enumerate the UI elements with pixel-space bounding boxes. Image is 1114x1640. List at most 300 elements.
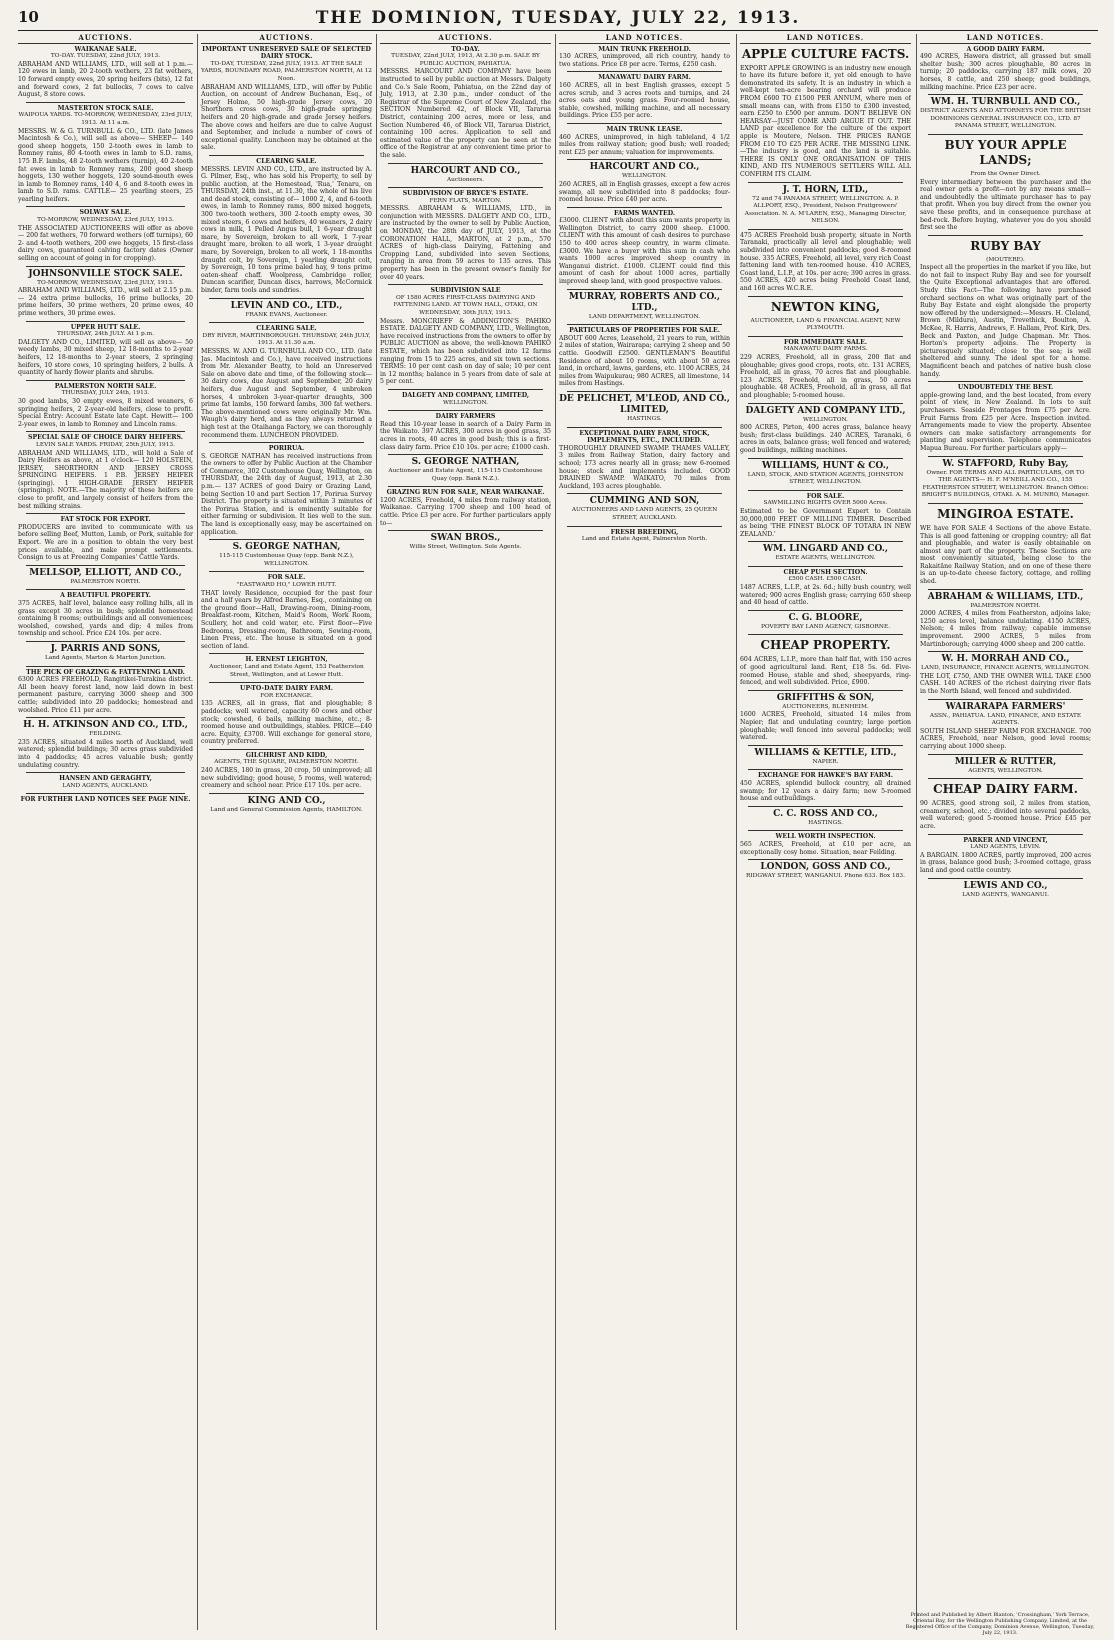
ad-title: SPECIAL SALE OF CHOICE DAIRY HEIFERS.: [28, 434, 183, 442]
advertisement: [201, 325, 372, 439]
divider: [209, 571, 364, 572]
ad-subtitle: THURSDAY, JULY 24th, 1913.: [61, 390, 150, 397]
column-header: AUCTIONS.: [380, 34, 551, 44]
ad-title: EXCHANGE FOR HAWKE'S BAY FARM.: [757, 772, 894, 780]
divider: [26, 206, 185, 207]
ad-title: PALMERSTON NORTH SALE.: [54, 382, 157, 390]
ad-title: MURRAY, ROBERTS AND CO., LTD.,: [568, 291, 721, 313]
advertisement: [380, 457, 551, 483]
advertisement: [380, 190, 551, 281]
ad-title: APPLE CULTURE FACTS.: [741, 46, 910, 61]
ad-body: 460 ACRES, unimproved, in high tableland, 4 1/2 miles from railway station; good bush; well roaded; rent £25 per annum; valuation for improvements.: [559, 133, 730, 156]
ad-title: W. H. MORRAH AND CO.,: [941, 654, 1070, 665]
divider: [748, 336, 903, 337]
advertisement: [559, 496, 730, 522]
divider: [748, 610, 903, 611]
divider: [928, 503, 1083, 504]
advertisement: [920, 507, 1091, 586]
ad-body: THAT lovely Residence, occupied for the past four and a half years by Alfred Barnes, Esq., containing on the ground floor—Hall, Drawing-room, Dining-room, Breakfast-room, Kitchen, Maid's Room, Work Room, Scullery, hot and cold water, etc. First floor—Five Bedrooms, Dressing-room, Bathroom, Sewing-room, Linen Press, etc. The house is situated on a good section of land.: [201, 589, 372, 650]
ad-body: 240 ACRES, 180 in grass, 20 crop, 50 unimproved; all new subdividing; good house, 5 rooms, well watered; creamery and school near. Price £17 10s. per acre.: [201, 767, 372, 790]
ad-title: C. C. ROSS AND CO.,: [773, 808, 878, 819]
ad-title: PORIRUA.: [268, 445, 305, 453]
divider: [388, 187, 543, 188]
advertisement: [380, 166, 551, 185]
ad-body: MESSRS. W. AND G. TURNBULL AND CO., LTD. (late Jas. Macintosh and Co.), have received instructions from Mr. Alexander Beatty, to hold an Unreserved Sale on above date and time, of the following stock— 30 dairy cows, due August and September, 20 dairy heifers, due August and September, 4 unbroken horses, 4 unbroken 3-year-quarter draughts, 300 prime fat lambs, 150 forward lambs, 300 fat wethers. The above-mentioned cows were originally Mr. Wm. Waugh's dairy herd, and as they always returned a high test at the Otaihanga Factory, we can thoroughly recommend them. LUNCHEON PROVIDED.: [201, 347, 372, 439]
advertisement: [740, 406, 911, 455]
ad-body: ABRAHAM AND WILLIAMS, LTD., will sell at 1 p.m.— 120 ewes in lamb, 20 2-tooth wethers, 23 fat wethers, 10 forward empty ewes, 20 spring heifers (bits), 12 fat and forward cows, 2 fat bullocks, 7 cows to calve August, 8 store cows.: [18, 60, 193, 99]
ad-title: FRESH BREEDING,: [610, 528, 679, 536]
ad-title: WAIRARAPA FARMERS': [945, 701, 1066, 712]
ad-title: UNDOUBTEDLY THE BEST.: [957, 384, 1054, 392]
ad-subtitle: HASTINGS.: [627, 415, 662, 422]
divider: [209, 749, 364, 750]
advertisement: [201, 752, 372, 790]
ad-title: DALGETY AND COMPANY, LIMITED,: [401, 391, 530, 399]
ad-title: JOHNSONVILLE STOCK SALE.: [28, 268, 183, 279]
ad-title: DALGETY AND COMPANY LTD.,: [745, 405, 906, 416]
ad-body: THE ASSOCIATED AUCTIONEERS will offer as above— 200 fat wethers, 70 forward wethers (off turnips), 60 2- and 4-tooth wethers, 200 ewe hoggets, 15 first-class dairy cows, guaranteed calving factory dates (Owner selling on account of going in for cropping).: [18, 224, 193, 263]
column-6: [916, 34, 1091, 1630]
advertisement: [740, 862, 911, 881]
divider: [209, 539, 364, 540]
ad-body: MESSRS. W. & G. TURNBULL & CO., LTD. (late James Macintosh & Co.), will sell as above— SHEEP— 140 good sheep hoggets, 150 2-tooth ewes in lamb to Romney rams, 80 4-tooth ewes in lamb to S.D. rams, 175 B.F. lambs, 48 2-tooth wethers (turnip), 40 2-tooth fat ewes in lamb to Romney rams, 200 good sheep hoggets, 130 wether hoggets, 120 sound-mouth ewes in lamb to Romney rams, 140 4, 6 and 8-tooth ewes in lamb to S.D. rams. CATTLE— 25 yearling steers, 25 yearling heifers.: [18, 127, 193, 203]
ad-title: FOR IMMEDIATE SALE.: [783, 338, 868, 346]
ad-body: PRODUCERS are invited to communicate with us before selling Beef, Mutton, Lamb, or Pork, suitable for Export. We are in a position to obtain the very best prices available, and make prompt settlements. Consign to us at Freezing Companies' Cattle Yards.: [18, 523, 193, 562]
column-header: LAND NOTICES.: [740, 34, 911, 44]
advertisement: [201, 46, 372, 152]
ad-subtitle: DRY RIVER, MARTINBOROUGH. THURSDAY, 24th JULY, 1913. At 11.30 a.m.: [202, 332, 371, 347]
ad-subtitle: LAND DEPARTMENT, WELLINGTON.: [588, 313, 701, 320]
ad-body: £3000. CLIENT with about this sum wants property in Wellington District, to carry 2000 sheep. £1000. CLIENT with this amount of cash desires to purchase 150 to 400 acres sheep country, in warm climate. £3000. We have a buyer with this sum in cash who wants 1000 acres improved sheep country in Wanganui district. £1000. CLIENT could find this amount of cash for about 1000 acres, partially improved sheep land, with good prospective values.: [559, 217, 730, 286]
ad-body: MESSRS. LEVIN AND CO., LTD., are instructed by A. G. Pilmer, Esq., who has sold his Property, to sell by public auction, at the Homestead, 'Rua,' Tenaru, on THURSDAY, 24th inst., at 11.30, the whole of his live and dead stock, consisting of— 1000 2, 4, and 6-tooth ewes, in lamb to Romney rams, 800 mixed hoggets, 300 two-tooth wethers, 300 2-tooth empty ewes, 30 mixed steers, 6 cows and heifers, 40 weaners, 2 dairy cows in milk, 1 Pelled Angus bull, 1 6-year draught mare, by Sovereign, broken to all work, 1 7-year draught mare, broken to all work, 1 3-year draught mare, by Sovereign, broken to all work, 1 18-months draught colt, by Sovereign, 1 yearling draught colt, by Sovereign, 10 tons prime baled hay, 9 tons prime oaten-sheaf chaff. Woolpress, Cambridge roller, Duncan scarifier, Duncan discs, harrows, McCormick binder, farm tools and sundries.: [201, 165, 372, 294]
advertisement: [559, 529, 730, 544]
ad-title: SWAN BROS.,: [430, 533, 501, 544]
divider: [748, 541, 903, 542]
divider: [748, 403, 903, 404]
advertisement: [18, 644, 193, 663]
advertisement: [740, 47, 911, 179]
ad-body: ABRAHAM AND WILLIAMS, LTD., will offer by Public Auction, on account of Andrew Buchanan, Esq., of Jersey Holme, 50 high-grade Jersey cows, 20 Shorthorn cross cows, 30 high-grade springing heifers and 20 high-grade and grade Jersey heifers. The above cows and heifers are due to calve August and September, and include a number of cows of exceptional quality. Luncheon may be obtained at the sale.: [201, 83, 372, 152]
divider: [209, 322, 364, 323]
ad-subtitle: 115-115 Customhouse Quay (opp. Bank N.Z.), WELLINGTON.: [219, 553, 354, 567]
ad-body: 90 ACRES, good strong soil, 2 miles from station, creamery, school, etc.; divided into several paddocks, well watered; good 5-roomed house. Price £45 per acre.: [920, 800, 1091, 830]
divider: [928, 381, 1083, 382]
ad-subtitle: WELLINGTON.: [621, 173, 668, 180]
advertisement: [920, 46, 1091, 92]
column-header: AUCTIONS.: [201, 34, 372, 44]
ad-title: CHEAP DAIRY FARM.: [933, 782, 1078, 797]
ad-subtitle: £500 CASH. £500 CASH.: [788, 576, 863, 583]
ad-body: 229 ACRES, Freehold, all in grass, 200 flat and ploughable; gives good crops, roots, etc. 131 ACRES, Freehold, all in grass, 70 acres flat and ploughable. 123 ACRES, Freehold, all in grass, 50 acres ploughable. 48 ACRES, Freehold, all in grass, all flat and ploughable; 5-roomed house.: [740, 354, 911, 399]
advertisement: [920, 782, 1091, 830]
divider: [388, 530, 543, 531]
advertisement: [559, 126, 730, 156]
ad-subtitle: "EASTWARD HO," LOWER HUTT.: [236, 582, 337, 588]
ad-body: 475 ACRES Freehold bush property, situate in North Taranaki, practically all level and ploughable; well subdivided into convenient paddocks; good 8-roomed house. 335 ACRES, Freehold, all level, very rich Coast fattening land with ten-roomed house. 410 ACRES, Coast land, L.I.P., at 10s. per acre; 390 acres in grass. 550 ACRES, 420 acres being Freehold Coast land, and 160 acres W.C.R.E.: [740, 231, 911, 293]
advertisement: [559, 46, 730, 69]
ad-subtitle: Auctioneers.: [446, 176, 485, 183]
ad-title: SUBDIVISION SALE: [430, 287, 501, 295]
ad-body: S. GEORGE NATHAN has received instructions from the owners to offer by Public Auction at the Chamber of Commerce, 302 Customhouse Quay, Wellington, on THURSDAY, the 24th day of August, 1913, at 2.30 p.m.— 137 ACRES of good Dairy or Grazing Land, being Section 10 and part Section 17, Porirua Survey District. The property is situated within 3 minutes of the Porirua Station, and is eminently suitable for either farming or subdivision. It lies well to the sun. The land is exceptionally easy, may be ascertained on application.: [201, 452, 372, 536]
ad-subtitle: AUCTIONEERS, BLENHEIM.: [782, 703, 869, 710]
advertisement: [201, 574, 372, 650]
ad-subtitle: THURSDAY, 24th JULY. At 1 p.m.: [57, 331, 154, 338]
divider: [567, 289, 722, 290]
newspaper-title: THE DOMINION, TUESDAY, JULY 22, 1913.: [315, 8, 801, 28]
ad-subtitle: PALMERSTON NORTH.: [970, 602, 1041, 609]
divider: [928, 754, 1083, 755]
ad-title: ABRAHAM & WILLIAMS, LTD.,: [927, 591, 1084, 602]
advertisement: [201, 685, 372, 746]
advertisement: [740, 185, 911, 226]
ad-title: HARCOURT AND CO.,: [410, 165, 521, 176]
column-header: LAND NOTICES.: [559, 34, 730, 44]
ad-subtitle: LAND AGENTS, AUCKLAND.: [62, 782, 149, 789]
ad-title: MANAWATU DAIRY FARM.: [598, 74, 691, 82]
divider: [928, 134, 1083, 135]
advertisement: [920, 384, 1091, 452]
column-3: [376, 34, 551, 1630]
ad-title: DE PELICHET, M'LEOD, AND CO., LIMITED,: [559, 393, 730, 415]
divider: [567, 71, 722, 72]
divider: [26, 641, 185, 642]
divider: [26, 321, 185, 322]
ad-body: DALGETY AND CO., LIMITED, will sell as above— 50 weedy lambs, 30 mixed sheep, 12 18-months to 2-year heifers, 12 18-months to 2-year steers, 2 springing heifers, 10 store cows, 10 springing heifers, 2 bulls. A quantity of hardy flower plants and shrubs.: [18, 338, 193, 377]
ad-body: 2000 ACRES, 4 miles from Featherston, adjoins lake; 1250 acres level, balance undulating. 4150 ACRES, Nelson; 4 miles from railway; capable immense improvement. 2900 ACRES, 5 miles from Martinborough; carrying 4000 sheep and 200 cattle.: [920, 610, 1091, 648]
advertisement: [740, 461, 911, 487]
ad-title: UPPER HUTT SALE.: [70, 323, 141, 331]
advertisement: [380, 46, 551, 160]
divider: [748, 566, 903, 567]
column-1: [18, 34, 193, 1630]
ad-title: BUY YOUR APPLE LANDS;: [944, 137, 1067, 167]
divider: [928, 778, 1083, 779]
ad-title: LONDON, GOSS AND CO.,: [760, 862, 891, 873]
ad-body: MESSRS. ABRAHAM & WILLIAMS, LTD., in conjunction with MESSRS. DALGETY AND CO., LTD., are instructed by the owner to sell by Public Auction, on MONDAY, the 28th day of JULY, 1913, at the CORONATION HALL, MARTON, at 2 p.m., 570 ACRES of high-class Dairying, Fattening and Cropping Land, subdivided into seven Sections, ranging in area from 59 acres to 135 acres. This property has been in the present owner's family for over 40 years.: [380, 205, 551, 281]
advertisement: [18, 516, 193, 562]
advertisement: [740, 569, 911, 607]
advertisement: [920, 757, 1091, 776]
divider: [748, 490, 903, 491]
ad-body: ABRAHAM AND WILLIAMS, LTD., will sell at 2.15 p.m.— 24 extra prime bullocks, 16 prime bullocks, 20 prime heifers, 30 prime wethers, 20 prime ewes, 40 prime wethers, 30 prime ewes.: [18, 287, 193, 317]
divider: [26, 717, 185, 718]
ad-body: 6300 ACRES FREEHOLD, Rangitikei-Turakina district. All been heavy forest land, now laid down in best permanent pasture, carrying 3000 sheep and 300 cattle; subdivided into 20 paddocks; homestead and woolshed. Price £11 per acre.: [18, 676, 193, 714]
ad-title: CUMMING AND SON,: [589, 496, 700, 507]
ad-title: GRAZING RUN FOR SALE, NEAR WAIKANAE.: [386, 489, 545, 497]
advertisement: [18, 434, 193, 510]
column-5: [736, 34, 911, 1630]
divider: [26, 565, 185, 566]
divider: [748, 229, 903, 230]
ad-title: MASTERTON STOCK SALE.: [57, 104, 154, 112]
divider: [26, 589, 185, 590]
ad-title: WILLIAMS & KETTLE, LTD.,: [754, 747, 897, 758]
ad-title: WAIKANAE SALE.: [74, 45, 137, 53]
ad-subtitle: FEILDING.: [89, 731, 122, 738]
ad-title: J. T. HORN, LTD.,: [782, 184, 869, 195]
divider: [928, 94, 1083, 95]
divider: [748, 182, 903, 183]
ad-title: GILCHRIST AND KIDD,: [245, 751, 328, 759]
advertisement: [740, 809, 911, 828]
ad-subtitle: AUCTIONEERS AND LAND AGENTS, 25 QUEEN STREET, AUCKLAND.: [571, 507, 718, 521]
ad-subtitle: Auctioneer and Estate Agent, 115-115 Customhouse Quay (opp. Bank N.Z.).: [388, 468, 543, 482]
ad-title: WILLIAMS, HUNT & CO.,: [762, 460, 889, 471]
ad-subtitle: OF 1580 ACRES FIRST-CLASS DAIRYING AND FATTENING LAND. AT TOWN HALL, OTAKI, ON WEDNESDAY, 30th JULY, 1913.: [393, 294, 538, 316]
ad-title: RUBY BAY: [970, 238, 1041, 253]
advertisement: [18, 105, 193, 204]
ad-title: EXCEPTIONAL DAIRY FARM, STOCK, IMPLEMENTS, ETC., INCLUDED.: [579, 429, 710, 445]
ad-title: NEWTON KING,: [770, 299, 881, 314]
ad-subtitle: FERN FLATS, MARTON.: [429, 197, 502, 204]
ad-title: J. PARRIS AND SONS,: [50, 643, 161, 654]
ad-title: H. H. ATKINSON AND CO., LTD.,: [23, 720, 188, 731]
ad-body: 450 ACRES, splendid bullock country, all drained swamp; for 12 years a dairy farm; new 5-roomed house and outbuildings.: [740, 779, 911, 803]
advertisement: [740, 693, 911, 742]
ad-body: EXPORT APPLE GROWING is an industry new enough to have its future before it, yet old enough to have demonstrated its safety. It is an industry in which a well-kept ten-acre bearing orchard will produce FROM £600 TO £1500 PER ANNUM, where men of small means can, with from £150 to £300 invested, earn £250 to £500 per annum. DON'T BELIEVE ON HEARSAY—JUST COME AND ARGUE IT OUT. THE LAND par excellence for the culture of the export apple is Moutere, Nelson. THE PRICES RANGE FROM £10 TO £25 PER ACRE. THE MISSING LINK.—The industry is good, and the land is suitable. THERE IS ONLY ONE ORGANISATION OF THIS KIND, AND ITS NUMEROUS SETTLERS WILL ALL CONFIRM ITS CLAIM.: [740, 64, 911, 178]
advertisement: [920, 459, 1091, 500]
divider: [748, 806, 903, 807]
advertisement: [18, 209, 193, 262]
advertisement: [18, 383, 193, 429]
divider: [26, 102, 185, 103]
ad-body: 800 ACRES, Pirton, 400 acres grass, balance heavy bush; first-class buildings. 240 ACRES, Taranaki, 6 acres in oats, balance grass; well fenced and watered; good buildings, milking machines.: [740, 424, 911, 454]
advertisement: [559, 430, 730, 491]
ad-body: Messrs. MONCRIEFF & ADDINGTON'S PAHIKO ESTATE. DALGETY AND COMPANY, LTD., Wellington, have received instructions from the owners to offer by PUBLIC AUCTION as above, the well-known PAHIKO ESTATE, which has been subdivided into 12 farms ranging from 15 to 225 acres, and six town sections. TERMS: 10 per cent cash on day of sale; 10 per cent in 12 months; balance in 5 years from date of sale at 5 per cent.: [380, 317, 551, 386]
divider: [26, 793, 185, 794]
divider: [26, 772, 185, 773]
ad-title: HARCOURT AND CO.,: [589, 162, 700, 173]
ad-title: LEVIN AND CO., LTD.,: [230, 300, 343, 311]
advertisement: [380, 392, 551, 407]
advertisement: [920, 97, 1091, 131]
advertisement: [740, 300, 911, 333]
advertisement: [559, 162, 730, 203]
ad-subtitle: ASSN., PAHIATUA. LAND, FINANCE, AND ESTATE AGENTS.: [929, 712, 1082, 727]
ad-body: WE have FOR SALE 4 Sections of the above Estate. This is all good fattening or cropping country; all flat and ploughable, and water is easily obtainable on almost any part of the property. These Sections are most conveniently situated, being close to the Rakaitāne Railway Station, and on one of these there is an up-to-date cheese factory, cottage, and rolling shed.: [920, 524, 1091, 586]
ad-subtitle: TUESDAY, 22nd JULY, 1913, At 2.30 p.m. SALE BY PUBLIC AUCTION, PAHIATUA.: [391, 53, 540, 67]
ad-subtitle: WAIPOUA YARDS. TO-MORROW, WEDNESDAY, 23rd JULY, 1913. At 11 a.m.: [18, 112, 193, 126]
advertisement: [920, 592, 1091, 649]
ad-body: THE LOT, £750, AND THE OWNER WILL TAKE £500 CASH. 140 ACRES of the richest dairying river flats in the North Island, well fenced and subdivided.: [920, 672, 1091, 695]
ad-subtitle: ESTATE AGENTS, WELLINGTON.: [775, 555, 876, 562]
ad-body: 235 ACRES, situated 4 miles north of Auckland, well watered; splendid buildings; 30 acres grass subdivided into 4 paddocks; 45 acres valuable bush; gently undulating country.: [18, 738, 193, 769]
ad-title: CLEARING SALE.: [256, 325, 317, 333]
ad-body: 1600 ACRES, Freehold, situated 14 miles from Napier; flat and undulating country; large portion ploughable; well fenced into several paddocks; well watered.: [740, 711, 911, 742]
divider: [748, 634, 903, 635]
ad-body: 135 ACRES, all in grass, flat and ploughable; 8 paddocks; well watered, capacity 60 cows and other stock; cowshed, 6 bails, milking machine, etc.; 8-roomed house and outbuildings, stables. PRICE—£40 acre. Equity, £3700. Will exchange for general store, country preferred.: [201, 700, 372, 746]
ad-subtitle: LAND AGENTS, LEVIN.: [970, 844, 1041, 851]
advertisement: [559, 210, 730, 286]
ad-subtitle: (MOUTERE).: [986, 256, 1025, 263]
advertisement: [740, 748, 911, 767]
ad-body: 375 ACRES, half level, balance easy rolling hills, all in grass except 30 acres in bush; splendid homestead containing 8 rooms; outbuildings and all conveniences; woolshed, cowshed, yards and dip; 4 miles from township and school. Price £24 10s. per acre.: [18, 600, 193, 638]
divider: [928, 589, 1083, 590]
ad-body: 490 ACRES, Hawera district, all grassed but small shelter bush; 300 acres ploughable, 80 acres in turnip; 20 paddocks, carrying 187 milk cows, 20 horses, 8 cattle, and 250 sheep; good buildings, milking machine. Price £23 per acre.: [920, 53, 1091, 91]
advertisement: [740, 638, 911, 686]
ad-body: 604 ACRES, L.I.P., more than half flat, with 150 acres of good agricultural land. Rent, £18 5s. 6d. Five-roomed House, stable and shed, sheepyards, ring-fenced, and well subdivided. Price, £900.: [740, 656, 911, 687]
ad-subtitle: WELLINGTON.: [802, 416, 849, 423]
ad-title: S. GEORGE NATHAN,: [411, 457, 520, 468]
ad-subtitle: Auctioneer, Land and Estate Agent, 153 Featherston Street, Wellington, and at Lower Hutt.: [209, 663, 364, 678]
ad-title: A BEAUTIFUL PROPERTY.: [60, 592, 151, 600]
divider: [567, 526, 722, 527]
ad-body: apple-growing land, and the best located, from every point of view, in New Zealand. In lots to suit purchasers. Seaside Frontages from £75 per Acre. Fruit Farms from £25 per Acre. Inspection invited. Arrangements made to view the property. Absentee owners can make satisfactory arrangements for planting and supervision. Telephone communicates Mapua Bureau. For further particulars apply—: [920, 391, 1091, 452]
advertisement: [920, 654, 1091, 695]
divider: [928, 699, 1083, 700]
advertisement: [18, 46, 193, 99]
ad-subtitle: AUCTIONEER, LAND & FINANCIAL AGENT, NEW PLYMOUTH.: [750, 317, 901, 332]
ad-title: C. G. BLOORE,: [788, 612, 863, 623]
divider: [748, 859, 903, 860]
divider: [567, 324, 722, 325]
ad-subtitle: Willis Street, Wellington. Sole Agents.: [409, 544, 522, 551]
advertisement: [380, 287, 551, 386]
divider: [748, 769, 903, 770]
advertisement: [201, 656, 372, 679]
divider: [26, 431, 185, 432]
ad-title: DAIRY FARMERS: [435, 413, 496, 421]
divider: [209, 442, 364, 443]
divider: [567, 159, 722, 160]
ad-subtitle: SAWMILLING RIGHTS OVER 5000 Acres.: [763, 500, 888, 507]
advertisement: [740, 339, 911, 400]
ad-title: MILLER & RUTTER,: [954, 756, 1057, 767]
advertisement: [18, 592, 193, 638]
divider: [748, 296, 903, 297]
advertisement: [18, 669, 193, 715]
page-number: 10: [18, 8, 39, 26]
divider: [209, 793, 364, 794]
divider: [26, 513, 185, 514]
advertisement: [18, 775, 193, 790]
imprint: Printed and Published by Albert Blanton, 'Crossingham,' York Terrace, Oriental Bay, for the Wellington Publishing Company, Limited, at the Registered Office of the Company, Dominion Avenue, Wellington, Tuesday, July 22, 1913.: [905, 1612, 1095, 1636]
ad-title: WM. LINGARD AND CO.,: [762, 544, 889, 555]
column-header: AUCTIONS.: [18, 34, 193, 44]
ad-body: ABOUT 600 Acres, Leasehold, 21 years to run, within 2 miles of station, Wairarapa; carrying 2 sheep and 50 cattle. Goodwill £2500. GENTLEMAN'S Beautiful Residence of about 10 rooms, with about 50 acres land, in orchard, lawns, gardens, etc. 1100 ACRES, 24 miles from Waipukurau; 980 ACRES, all limestone, 14 miles from Hastings.: [559, 334, 730, 388]
ad-title: KING AND CO.,: [247, 795, 326, 806]
ad-title: UP-TO-DATE DAIRY FARM.: [240, 685, 333, 693]
ad-title: A GOOD DAIRY FARM.: [966, 45, 1045, 53]
column-header: LAND NOTICES.: [920, 34, 1091, 44]
ad-subtitle: TO-MORROW, WEDNESDAY, 23rd JULY, 1913.: [37, 279, 174, 286]
divider: [567, 427, 722, 428]
column-2: [197, 34, 372, 1630]
advertisement: [740, 493, 911, 539]
ad-title: IMPORTANT UNRESERVED SALE OF SELECTED DAIRY STOCK.: [202, 45, 371, 61]
divider: [388, 284, 543, 285]
ad-subtitle: NAPIER.: [812, 758, 839, 765]
ad-subtitle: LEVIN SALE YARDS. FRIDAY, 25th JULY, 1913.: [36, 441, 175, 448]
advertisement: [920, 881, 1091, 900]
ad-subtitle: POVERTY BAY LAND AGENCY, GISBORNE.: [760, 623, 891, 630]
advertisement: [559, 327, 730, 388]
ad-subtitle: HASTINGS.: [808, 819, 843, 826]
ad-body: 30 good lambs, 30 empty ewes, 8 mixed weaners, 6 springing heifers, 2 2-year-old heifers, close to profit. Special Entry: Account Estate late Capt. Hewitt— 100 2-year ewes, in lamb to Romney and Lincoln rams.: [18, 397, 193, 428]
ad-subtitle: PALMERSTON NORTH.: [70, 578, 141, 585]
advertisement: [380, 489, 551, 527]
masthead: [18, 6, 1098, 31]
advertisement: [201, 158, 372, 295]
divider: [748, 458, 903, 459]
ad-subtitle: LAND, INSURANCE, FINANCE AGENTS, WELLINGTON.: [920, 665, 1091, 672]
ad-title: TO-DAY.: [451, 45, 480, 53]
ad-subtitle: Land and General Commission Agents, HAMILTON.: [210, 806, 363, 813]
advertisement: [559, 292, 730, 322]
ad-title: MAIN TRUNK FREEHOLD.: [598, 45, 691, 53]
ad-title: FARMS WANTED.: [613, 209, 676, 217]
divider: [567, 123, 722, 124]
ad-subtitle: FOR EXCHANGE.: [260, 692, 313, 699]
advertisement: [18, 324, 193, 377]
divider: [26, 666, 185, 667]
ad-subtitle: WELLINGTON.: [442, 399, 489, 406]
ad-title: HANSEN AND GERAGHTY,: [59, 775, 152, 783]
ad-title: THE PICK OF GRAZING & FATTENING LAND.: [26, 668, 185, 676]
ad-subtitle: MANAWATU DAIRY FARMS.: [783, 346, 868, 353]
divider: [388, 454, 543, 455]
advertisement: [18, 796, 193, 804]
ad-title: MINGIROA ESTATE.: [937, 506, 1074, 521]
ad-body: Inspect all the properties in the market if you like, but do not fail to inspect Ruby Bay and see for yourself the Quite Exceptional advantages that are offered. Study this Fact—The following have purchased orchard sections on what was originally part of the Ruby Bay Estate and eight alongside the property now offered by the undersigned:—Messrs. H. Cleland, Brown (Mildura), Austin, Trevethick, Boulton, A. McKee, R. Harris, Andrews, F. Hallam, Prof. Kirk, Drs. Beck and Paxton, and Judge Chapman. Mr. Thos. Horton's property adjoins. The Property is picturesquely situated; close to the sea; is well sheltered and sunny. The ideal spot for a home. Magnificent beach and patches of native bush close handy.: [920, 264, 1091, 378]
divider: [388, 389, 543, 390]
ad-body: SOUTH ISLAND SHEEP FARM FOR EXCHANGE. 700 ACRES, Freehold, near Nelson, good level rooms; carrying about 1000 sheep.: [920, 727, 1091, 750]
ad-title: W. STAFFORD, Ruby Bay,: [942, 458, 1069, 469]
ad-subtitle: LAND, STOCK, AND STATION AGENTS, JOHNSTON STREET, WELLINGTON.: [747, 471, 904, 486]
ad-subtitle: LAND AGENTS, WANGANUI.: [962, 891, 1049, 898]
ad-subtitle: DISTRICT AGENTS AND ATTORNEYS FOR THE BRITISH DOMINIONS GENERAL INSURANCE CO., LTD. 87 PANAMA STREET, WELLINGTON.: [920, 108, 1091, 130]
advertisement: [740, 613, 911, 632]
divider: [209, 298, 364, 299]
ad-subtitle: AGENTS, THE SQUARE, PALMERSTON NORTH.: [214, 759, 359, 766]
ad-title: WM. H. TURNBULL AND CO.,: [930, 97, 1081, 108]
ad-body: 565 ACRES, Freehold, at £10 per acre, an exceptionally cosy home. Situation, near Feilding.: [740, 840, 911, 856]
divider: [928, 878, 1083, 879]
ad-subtitle: TO-MORROW, WEDNESDAY, 23rd JULY, 1913.: [37, 217, 174, 224]
advertisement: [920, 702, 1091, 751]
advertisement: [740, 544, 911, 563]
ad-title: FOR SALE.: [806, 492, 845, 500]
advertisement: [740, 232, 911, 293]
ad-subtitle: Land and Estate Agent, Palmerston North.: [581, 536, 708, 543]
divider: [748, 830, 903, 831]
ad-body: Estimated to be Government Expert to Contain 30,000,000 FEET OF MILLING TIMBER. Described as being 'THE FINEST BLOCK OF TOTARA IN NEW ZEALAND.': [740, 507, 911, 538]
divider: [567, 207, 722, 208]
divider: [928, 456, 1083, 457]
ad-title: FAT STOCK FOR EXPORT.: [60, 516, 151, 524]
advertisement: [201, 542, 372, 568]
ad-title: MAIN TRUNK LEASE.: [606, 125, 683, 133]
ad-subtitle: RIDGWAY STREET, WANGANUI. Phone 633. Box 183.: [746, 873, 905, 880]
ad-subtitle: Land Agents, Marton & Marton Junction.: [44, 654, 167, 661]
advertisement: [18, 720, 193, 769]
ad-title: PARTICULARS OF PROPERTIES FOR SALE.: [569, 327, 720, 335]
advertisement: [920, 138, 1091, 232]
divider: [209, 155, 364, 156]
divider: [209, 653, 364, 654]
ad-title: MELLSOP, ELLIOTT, AND CO.,: [29, 567, 182, 578]
divider: [209, 682, 364, 683]
ad-title: CHEAP PUSH SECTION.: [783, 568, 868, 576]
ad-subtitle: TO-DAY, TUESDAY, 22nd JULY, 1913. AT THE SALE YARDS, BOUNDARY ROAD, PALMERSTON NORTH, At 12 Noon.: [201, 60, 372, 82]
advertisement: [201, 796, 372, 815]
ad-body: Read this 10-year lease in search of a Dairy Farm in the Waikato. 397 ACRES, 300 acres in good grass, 35 acres in roots, 40 acres in good bush; this is a first-class dairy farm. Price £10 10s. per acre; £1000 cash.: [380, 420, 551, 451]
ad-body: 1200 ACRES, Freehold, 4 miles from railway station, Waikanae. Carrying 1700 sheep and 100 head of cattle. Price £3 per acre. For further particulars apply to—: [380, 496, 551, 527]
ad-title: LEWIS AND CO.,: [963, 880, 1048, 891]
ad-title: GRIFFITHS & SON,: [776, 692, 875, 703]
advertisement: [559, 394, 730, 424]
ad-body: 1487 ACRES, L.I.P., at 2s. 6d.; hilly bush country, well watered; 900 acres English grass; carrying 650 sheep and 40 head of cattle.: [740, 584, 911, 607]
